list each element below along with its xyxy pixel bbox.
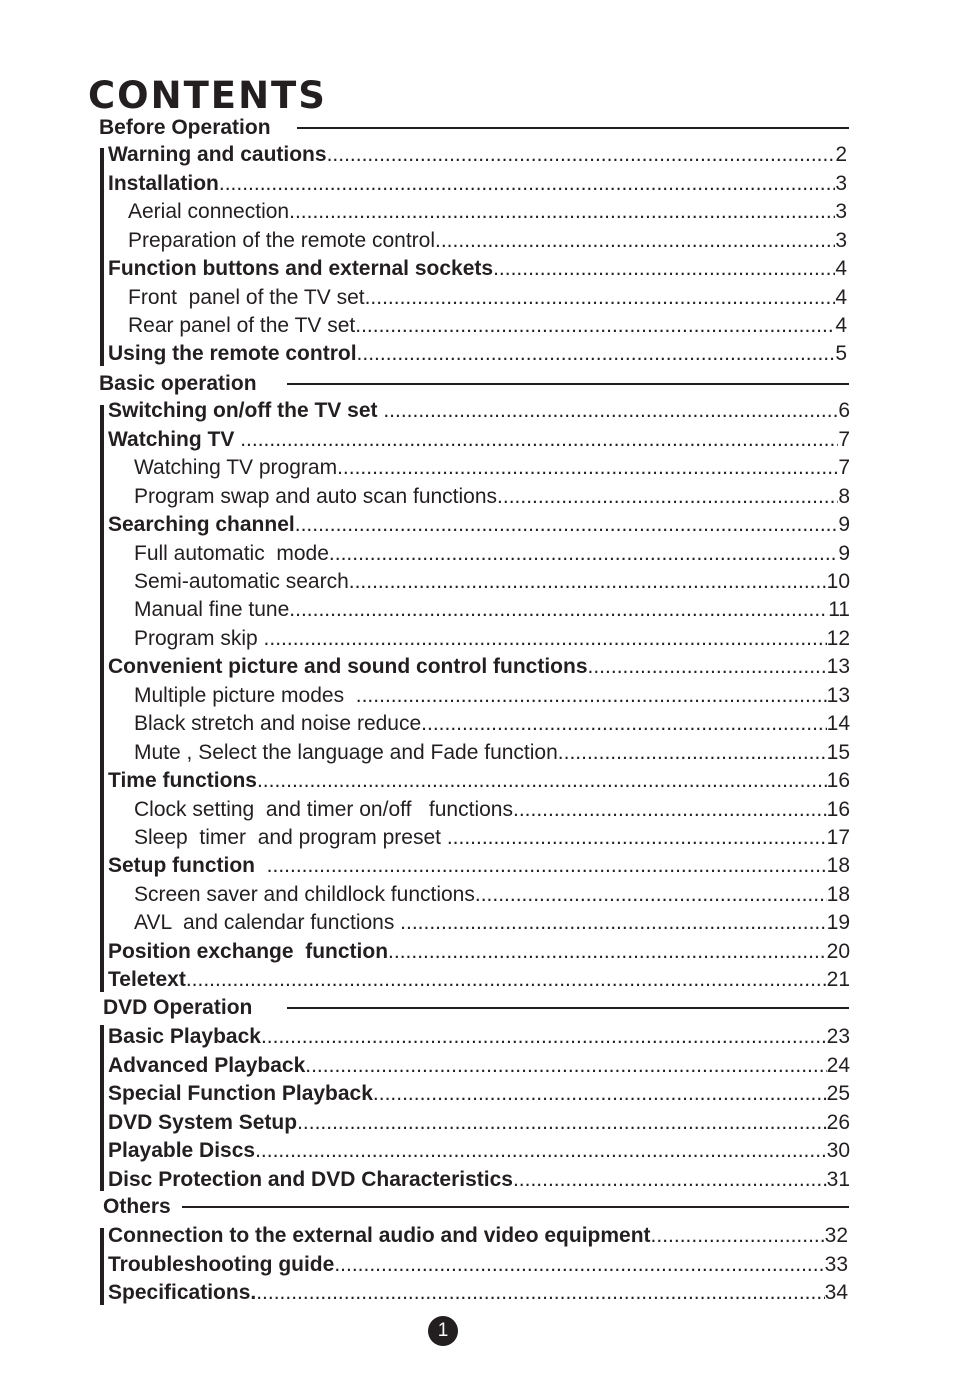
toc-entry-page: 5 bbox=[835, 342, 847, 366]
toc-entry-page: 11 bbox=[828, 598, 850, 622]
toc-entry[interactable] bbox=[134, 795, 850, 824]
toc-entry[interactable] bbox=[134, 625, 850, 654]
dot-leader bbox=[257, 767, 827, 795]
toc-entry[interactable] bbox=[108, 511, 850, 540]
toc-entry-page: 4 bbox=[835, 313, 847, 337]
section-heading bbox=[0, 1193, 954, 1221]
toc-entry-page: 32 bbox=[824, 1224, 848, 1248]
toc-entry-title: Using the remote control bbox=[108, 342, 357, 366]
toc-entry[interactable] bbox=[134, 710, 850, 739]
toc-entry[interactable] bbox=[134, 596, 850, 625]
toc-entry-page: 33 bbox=[824, 1252, 848, 1276]
toc-entry-page: 31 bbox=[826, 1167, 850, 1191]
toc-entry-title: Screen saver and childlock functions bbox=[134, 882, 475, 906]
toc-entry-title: Basic Playback bbox=[108, 1025, 261, 1049]
section-bar bbox=[100, 1025, 104, 1191]
toc-entry-page: 34 bbox=[824, 1281, 848, 1305]
toc-entry-page: 18 bbox=[826, 882, 850, 906]
toc-entry-title: Setup function bbox=[108, 854, 267, 878]
dot-leader bbox=[475, 881, 827, 909]
toc-entry[interactable] bbox=[108, 1251, 848, 1280]
dot-leader bbox=[295, 511, 839, 539]
toc-entry[interactable] bbox=[134, 824, 850, 853]
toc-entry-title: Program skip bbox=[134, 626, 264, 650]
section-bar bbox=[100, 148, 104, 366]
toc-entry[interactable] bbox=[108, 938, 850, 967]
toc-entry-page: 26 bbox=[826, 1110, 850, 1134]
toc-entry-title: Advanced Playback bbox=[108, 1053, 306, 1077]
toc-entry[interactable] bbox=[128, 283, 847, 312]
toc-entry-page: 6 bbox=[838, 399, 850, 423]
dot-leader bbox=[289, 198, 835, 226]
toc-entry[interactable] bbox=[134, 881, 850, 910]
toc-entry-title: Function buttons and external sockets bbox=[108, 257, 494, 281]
toc-entry-title: Watching TV bbox=[108, 427, 241, 451]
section-bar bbox=[100, 405, 104, 992]
toc-entry-page: 13 bbox=[826, 655, 850, 679]
toc-entry-title: Semi-automatic search bbox=[134, 569, 349, 593]
dot-leader bbox=[588, 653, 827, 681]
toc-entry[interactable] bbox=[108, 169, 847, 198]
dot-leader bbox=[219, 170, 835, 198]
section-bar bbox=[100, 1228, 104, 1305]
toc-entry-title: Full automatic mode bbox=[134, 541, 329, 565]
toc-entry[interactable] bbox=[108, 767, 850, 796]
toc-entry-title: Connection to the external audio and video equipment bbox=[108, 1224, 651, 1248]
toc-entry-page: 3 bbox=[835, 171, 847, 195]
toc-entry-title: Time functions bbox=[108, 769, 257, 793]
toc-entry-title: Convenient picture and sound control functions bbox=[108, 655, 588, 679]
toc-entry[interactable] bbox=[134, 909, 850, 938]
toc-entry[interactable] bbox=[134, 539, 850, 568]
toc-entry-page: 13 bbox=[826, 683, 850, 707]
section-heading bbox=[0, 994, 954, 1022]
section-heading-label: Basic operation bbox=[99, 372, 257, 395]
toc-entry-title: Installation bbox=[108, 171, 219, 195]
dot-leader bbox=[355, 312, 835, 340]
toc-entry-page: 20 bbox=[826, 939, 850, 963]
toc-entry-page: 23 bbox=[826, 1025, 850, 1049]
toc-entry-title: Watching TV program bbox=[134, 456, 338, 480]
toc-entry[interactable] bbox=[134, 568, 850, 597]
dot-leader bbox=[513, 796, 827, 824]
toc-entry-page: 9 bbox=[838, 513, 850, 537]
dot-leader bbox=[297, 1109, 827, 1137]
toc-entry-page: 18 bbox=[826, 854, 850, 878]
toc-entry-title: Specifications. bbox=[108, 1281, 257, 1305]
dot-leader bbox=[349, 568, 827, 596]
toc-entry-page: 2 bbox=[835, 143, 847, 167]
toc-entry-title: Program swap and auto scan functions bbox=[134, 484, 498, 508]
toc-entry[interactable] bbox=[134, 482, 850, 511]
toc-entry[interactable] bbox=[108, 1279, 848, 1308]
dot-leader bbox=[400, 909, 826, 937]
toc-entry[interactable] bbox=[108, 1137, 850, 1166]
dot-leader bbox=[357, 340, 836, 368]
toc-entry-page: 19 bbox=[826, 911, 850, 935]
toc-entry-title: Preparation of the remote control bbox=[128, 228, 436, 252]
dot-leader bbox=[267, 852, 827, 880]
toc-entry-title: Warning and cautions bbox=[108, 143, 327, 167]
toc-entry[interactable] bbox=[108, 1023, 850, 1052]
toc-entry[interactable] bbox=[134, 454, 850, 483]
toc-entry-title: Special Function Playback bbox=[108, 1082, 373, 1106]
section-heading-label: Others bbox=[103, 1195, 171, 1218]
toc-entry[interactable] bbox=[108, 1108, 850, 1137]
toc-entry-title: Mute , Select the language and Fade function bbox=[134, 740, 558, 764]
dot-leader bbox=[558, 739, 827, 767]
dot-leader bbox=[289, 596, 828, 624]
toc-entry-page: 4 bbox=[835, 285, 847, 309]
toc-entry-page: 10 bbox=[826, 569, 850, 593]
toc-entry-page: 7 bbox=[838, 427, 850, 451]
toc-entry-title: Front panel of the TV set bbox=[128, 285, 365, 309]
toc-entry-title: Rear panel of the TV set bbox=[128, 313, 356, 337]
toc-entry-page: 7 bbox=[838, 456, 850, 480]
toc-entry-page: 15 bbox=[826, 740, 850, 764]
dot-leader bbox=[327, 141, 836, 169]
section-heading bbox=[0, 370, 954, 398]
toc-entry-page: 21 bbox=[826, 968, 850, 992]
toc-entry[interactable] bbox=[128, 198, 847, 227]
section-rule bbox=[182, 1206, 849, 1208]
toc-entry-title: Troubleshooting guide bbox=[108, 1252, 335, 1276]
section-heading-label: DVD Operation bbox=[103, 996, 253, 1019]
toc-entry-page: 4 bbox=[835, 257, 847, 281]
toc-entry-page: 3 bbox=[835, 200, 847, 224]
toc-entry-title: Aerial connection bbox=[128, 200, 290, 224]
dot-leader bbox=[334, 1251, 824, 1279]
toc-entry-title: Manual fine tune bbox=[134, 598, 290, 622]
toc-entry[interactable] bbox=[108, 966, 850, 995]
dot-leader bbox=[493, 255, 835, 283]
dot-leader bbox=[329, 540, 838, 568]
toc-entry-title: Black stretch and noise reduce bbox=[134, 712, 422, 736]
toc-entry[interactable] bbox=[108, 255, 847, 284]
toc-entry[interactable] bbox=[128, 226, 847, 255]
dot-leader bbox=[356, 682, 827, 710]
toc-entry[interactable] bbox=[108, 1165, 850, 1194]
dot-leader bbox=[261, 1023, 827, 1051]
toc-entry[interactable] bbox=[108, 141, 847, 170]
toc-entry-title: Multiple picture modes bbox=[134, 683, 356, 707]
dot-leader bbox=[651, 1222, 825, 1250]
toc-entry-page: 17 bbox=[826, 826, 850, 849]
toc-entry-page: 16 bbox=[826, 769, 850, 793]
dot-leader bbox=[513, 1166, 827, 1194]
toc-entry-page: 12 bbox=[826, 626, 850, 650]
toc-entry[interactable] bbox=[128, 312, 847, 341]
dot-leader bbox=[497, 483, 838, 511]
toc-entry-page: 25 bbox=[826, 1082, 850, 1106]
section-heading-label: Before Operation bbox=[99, 116, 271, 139]
dot-leader bbox=[373, 1080, 827, 1108]
toc-entry[interactable] bbox=[134, 682, 850, 711]
toc-entry-page: 24 bbox=[826, 1053, 850, 1077]
section-heading bbox=[0, 114, 954, 142]
toc-entry-title: DVD System Setup bbox=[108, 1110, 298, 1134]
toc-entry[interactable] bbox=[108, 1051, 850, 1080]
section-rule bbox=[287, 1007, 849, 1009]
toc-entry[interactable] bbox=[108, 1080, 850, 1109]
dot-leader bbox=[240, 426, 838, 454]
dot-leader bbox=[264, 625, 827, 653]
toc-entry-title: Position exchange function bbox=[108, 939, 389, 963]
toc-entry[interactable] bbox=[108, 653, 850, 682]
toc-entry-page: 9 bbox=[838, 541, 850, 565]
toc-entry-title: Playable Discs bbox=[108, 1139, 256, 1163]
section-rule bbox=[287, 383, 849, 385]
toc-entry-title: Sleep timer and program preset bbox=[134, 826, 447, 849]
page-title: CONTENTS bbox=[88, 74, 327, 117]
toc-entry[interactable] bbox=[108, 425, 850, 454]
toc-entry-title: Clock setting and timer on/off functions bbox=[134, 797, 513, 821]
section-rule bbox=[297, 127, 849, 129]
toc-entry[interactable] bbox=[134, 738, 850, 767]
dot-leader bbox=[186, 966, 827, 994]
toc-entry-title: AVL and calendar functions bbox=[134, 911, 401, 935]
toc-entry[interactable] bbox=[108, 1222, 848, 1251]
dot-leader bbox=[305, 1052, 826, 1080]
dot-leader bbox=[421, 710, 826, 738]
toc-entry[interactable] bbox=[108, 340, 847, 369]
dot-leader bbox=[383, 397, 838, 425]
toc-entry-page: 16 bbox=[826, 797, 850, 821]
page-number-badge: 1 bbox=[428, 1316, 458, 1346]
toc-entry-title: Switching on/off the TV set bbox=[108, 399, 384, 423]
toc-entry-title: Teletext bbox=[108, 968, 186, 992]
toc-entry[interactable] bbox=[108, 397, 850, 426]
dot-leader bbox=[435, 227, 835, 255]
toc-entry-page: 3 bbox=[835, 228, 847, 252]
toc-entry-title: Disc Protection and DVD Characteristics bbox=[108, 1167, 513, 1191]
dot-leader bbox=[388, 938, 827, 966]
toc-entry-page: 14 bbox=[826, 712, 850, 736]
toc-entry-page: 30 bbox=[826, 1139, 850, 1163]
toc-entry-title: Searching channel bbox=[108, 513, 295, 537]
dot-leader bbox=[337, 454, 838, 482]
dot-leader bbox=[365, 284, 836, 312]
dot-leader bbox=[255, 1137, 827, 1165]
dot-leader bbox=[256, 1279, 824, 1307]
toc-entry[interactable] bbox=[108, 852, 850, 881]
toc-entry-page: 8 bbox=[838, 484, 850, 508]
dot-leader bbox=[447, 824, 827, 852]
